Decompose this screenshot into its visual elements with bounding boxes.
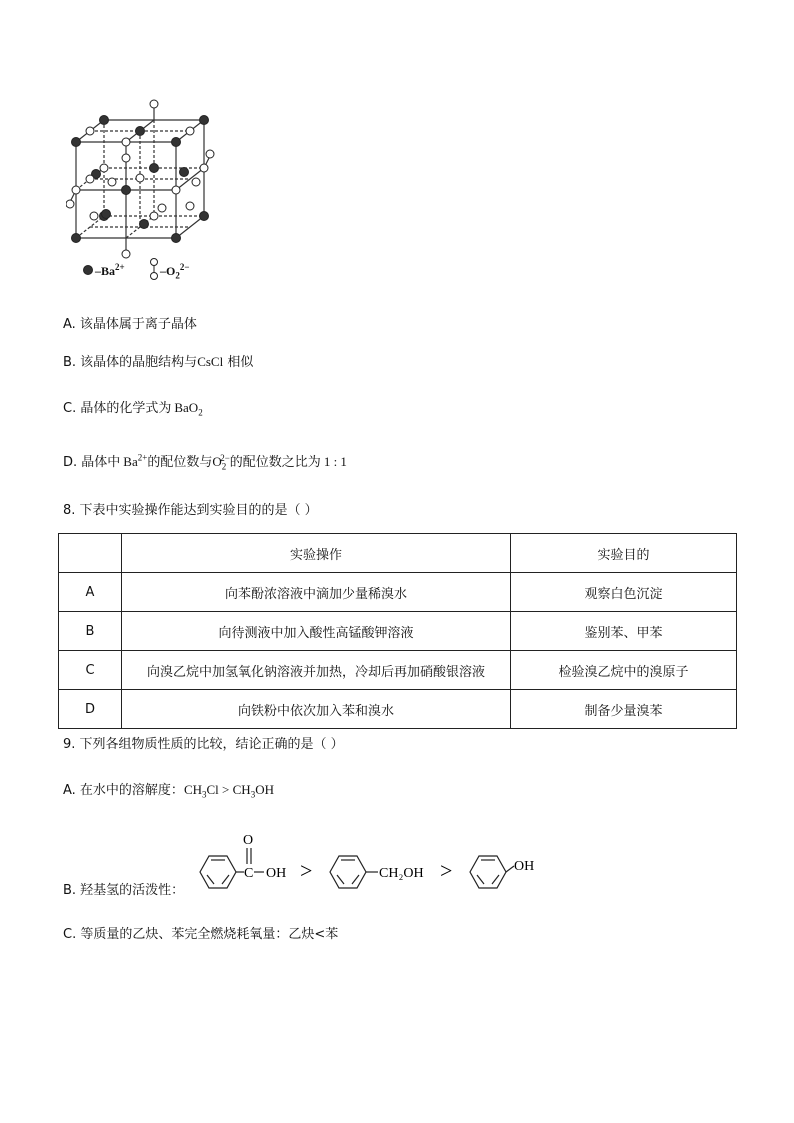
table-row	[59, 612, 737, 651]
table-header-cell: 实验操作	[122, 534, 511, 573]
carboxyl-oh-label: OH	[266, 866, 287, 881]
carbonyl-oxygen-label: O	[243, 833, 254, 848]
experiment-table	[58, 533, 737, 729]
table-cell: 鉴别苯、甲苯	[511, 612, 737, 651]
q8-stem: 8. 下表中实验操作能达到实验目的的是（ ）	[63, 503, 318, 518]
table-cell: 观察白色沉淀	[511, 573, 737, 612]
table-cell: C	[59, 651, 122, 690]
table-cell: 制备少量溴苯	[511, 690, 737, 729]
q7-option-c: C. 晶体的化学式为 BaO$_2$	[63, 400, 203, 418]
ch2oh-label: CH₂OH	[379, 866, 424, 881]
table-cell: B	[59, 612, 122, 651]
table-cell: A	[59, 573, 122, 612]
table-cell: D	[59, 690, 122, 729]
legend-peroxide: $-O_2^{2-}$	[160, 262, 190, 281]
greater-than-1: >	[300, 858, 313, 883]
table-cell: 向待测液中加入酸性高锰酸钾溶液	[122, 612, 511, 651]
table-cell: 向苯酚浓溶液中滴加少量稀溴水	[122, 573, 511, 612]
table-header-cell: 实验目的	[511, 534, 737, 573]
phenol-oh-label: OH	[514, 859, 535, 874]
table-header-cell	[59, 534, 122, 573]
table-row	[59, 573, 737, 612]
q9-option-a: A. 在水中的溶解度：$CH_3Cl > CH_3OH$	[63, 782, 274, 800]
table-cell: 向铁粉中依次加入苯和溴水	[122, 690, 511, 729]
table-row	[59, 690, 737, 729]
carbon-label: C	[244, 866, 254, 881]
table-header-row	[59, 534, 737, 573]
table-cell: 向溴乙烷中加氢氧化钠溶液并加热，冷却后再加硝酸银溶液	[122, 651, 511, 690]
q7-option-a: A. 该晶体属于离子晶体	[63, 317, 197, 332]
hydroxyl-comparison-structures	[190, 826, 550, 898]
q7-option-b: B. 该晶体的晶胞结构与CsCl 相似	[63, 354, 254, 370]
crystal-structure-figure	[66, 96, 226, 284]
greater-than-2: >	[440, 858, 453, 883]
q9-option-b: B. 羟基氢的活泼性：	[63, 883, 185, 898]
table-row	[59, 651, 737, 690]
q9-stem: 9. 下列各组物质性质的比较，结论正确的是（ ）	[63, 737, 344, 752]
q7-option-d: D. 晶体中 $Ba^{2+}$的配位数与$O_2^{2-}$的配位数之比为 1 : 1	[63, 452, 347, 472]
q9-option-c: C. 等质量的乙炔、苯完全燃烧耗氧量：乙炔<苯	[63, 927, 339, 942]
legend-barium: $-Ba^{2+}$	[95, 262, 125, 278]
table-cell: 检验溴乙烷中的溴原子	[511, 651, 737, 690]
